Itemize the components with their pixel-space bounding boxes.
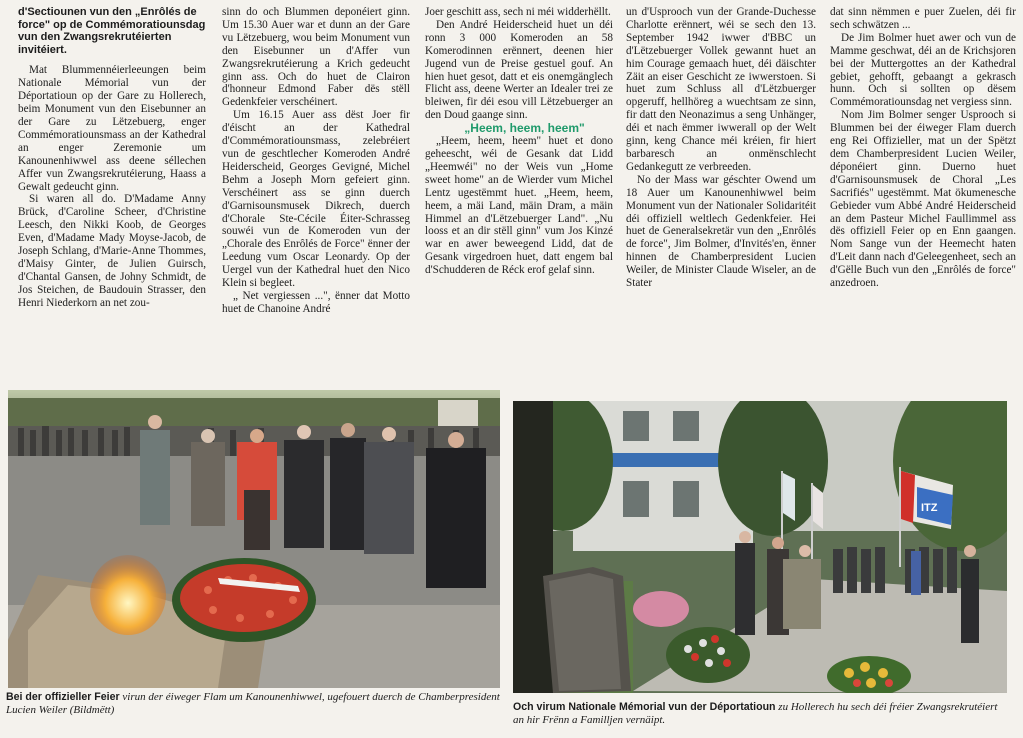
paragraph: un d'Usprooch vun der Grande-Duchesse Charlotte erënnert, wéi se sech den 13. September 1942 iwwer d'BBC un d'Lëtzebuerger Vollek gewannt huet an him Courage gemaach huet, déi däischter Zäit an eiser Geschicht ze iwwerstoen. Si huet zum Schluss all d'Lëtzbuerger opgeruff, hellhöreg a wuechtsam ze sinn, fir datt den Neonazimus a seng Unhänger, déi et nach ëmmer iwwerall op der Welt ginn, keng Chance méi kréien, fir hiert barbaresch an onmënschlecht Gedankegutt ze verbreeden.	[626, 6, 816, 173]
caption-text: zu Hollerech hu sech déi fréier Zwangsrekrutéiert an hir Frënn a Familljen vernäipt.	[513, 701, 998, 726]
photo-memorial-hollerich	[513, 401, 1007, 693]
photo-illustration	[513, 401, 1007, 693]
caption-lead: Bei der offizieller Feier	[6, 691, 120, 703]
photo-caption-right	[513, 701, 1009, 726]
article-column-5	[830, 6, 1016, 290]
flag-text: ITZ	[921, 502, 938, 514]
caption-lead: Och virum Nationale Mémorial vun der Déportatioun	[513, 701, 776, 713]
paragraph: No der Mass war géschter Owend um 18 Auer um Kanounenhiwwel beim Monument vun der Nationaler Solidaritéit déi offiziell weltlech Gedenkfeier. Hei huet de Generalsekretär vun den „Enrôlés de force", Jim Bolmer, d'Invités'en, ënner hinnen de Chamberpresident Lucien Weiler, de Minister Claude Wiseler, an de Stater	[626, 173, 816, 290]
section-subheading: „Heem, heem, heem"	[464, 121, 585, 136]
article-column-4	[626, 6, 816, 290]
paragraph: De Jim Bolmer huet awer och vun de Mamme geschwat, déi an de Krichsjoren bei der Muttergottes an der Kathedral gebiet, gehofft, gebaangt a gekrasch hunn. Och si sollten op dësem Commémoratiounsdag net vergiess sinn.	[830, 31, 1016, 109]
photo-ceremony-eternal-flame	[8, 390, 500, 688]
paragraph: Um 16.15 Auer ass dëst Joer fir d'éischt an der Kathedral d'Commémoratiounsmass, zelebréiert vun de geschtlecher Komeroden André Heiderscheid, Georges Gevigné, Michel Behm a Joseph Morn gefeiert ginn. Verschéinert ass se ginn duerch d'Garnisounsmusek Dikrech, duerch d'Chorale Ste-Cécile Éiter-Schrasseg souwéi vun de Komeroden vun der „Chorale des Enrôlés de Force" ënner der Leedung vum Oscar Leonardy. Op der Uergel vun der Kathedral huet den Nico Klein si begleet.	[222, 109, 410, 290]
paragraph: sinn do och Blummen deponéiert ginn. Um 15.30 Auer war et dunn an der Gare vu Lëtzebuerg, wou beim Monument vun den Eisebunner un d'Affer vun Zwangsrekrutéierung a Krich gedeucht ginn ass. Och do huet de Clairon d'honneur Edmond Faber dës stëll Gedenkfeier verschéinert.	[222, 6, 410, 109]
caption-text: virun der éiweger Flam um Kanounenhiwwel, ugefouert duerch de Chamberpresident Lucien Weiler (Bildmëtt)	[6, 691, 500, 716]
article-column-3	[425, 6, 613, 277]
paragraph: „Heem, heem, heem" huet et dono geheescht, wéi de Gesank dat Lidd „Heemwéi" no der Weis vun „Home sweet home" an de Wierder vum Michel Lentz ugestëmmt huet. „Heem, heem, heem, a mäi Land, mäin Dram, a mäin Himmel an d'Lëtzebuerger Land". „Nu looss et an dir stëll ginn" vum Jos Kinzé war en awer beweegend Lidd, dat de Gesank virgedroen huet, datt engem bal d'Schudderen de Réck erof gelaf sinn.	[425, 135, 613, 277]
paragraph: „ Net vergiessen ...", ënner dat Motto huet de Chanoine André	[222, 289, 410, 315]
paragraph: Mat Blummennéierleeungen beim Nationale Mémorial vun der Déportatioun op der Gare zu Hollerech, beim Monument vun den Eisebunner an der Gare zu Lëtzebuerg, enger Commémoratiounsmass an der Kathedral an enger Zeremonie um Kanounenhiwwel ass deene séllechen Affer vun Zwangsrekrutéierung, Haass a Gewalt gedeucht ginn.	[18, 64, 206, 193]
paragraph: Joer geschitt ass, sech ni méi widderhëllt.	[425, 6, 611, 18]
lead-paragraph: d'Sectiounen vun den „Enrôlés de force" op de Commémoratiounsdag vun den Zwangsrekrutéierten invitéiert.	[18, 6, 206, 56]
photo-illustration	[8, 390, 500, 688]
photo-caption-left	[6, 691, 502, 716]
paragraph: dat sinn nëmmen e puer Zuelen, déi fir sech schwätzen ...	[830, 6, 1016, 31]
article-column-2	[222, 6, 410, 316]
paragraph: Nom Jim Bolmer senger Usprooch si Blummen bei der éiweger Flam duerch eng Rei Offizieller, mat un der Spëtzt dem Chamberpresident Lucien Weiler, déponéiert ginn. Duerno huet d'Garnisounsmusek de Choral „Les Sacrifiés" ugestëmmt. Mat ökumenesche Gebieder vum Abbé André Heiderscheid an dem Pasteur Michel Faullimmel ass dës offiziell Feier op en Enn gaangen. Nom Sange vun der Heemecht haten d'Leit dann nach d'Geleegenheet, sech an d'Gëlle Buch vun den „Enrôlés de force" anzedroen.	[830, 109, 1016, 290]
article-column-1	[18, 6, 206, 310]
paragraph: Si waren all do. D'Madame Anny Brück, d'Caroline Scheer, d'Christine Leesch, den Nikki Koob, de Georges Even, d'Madame Mady Moyse-Jacob, de Joseph Schlang, d'Marie-Anne Thommes, d'Maisy Ginter, de Julien Guirsch, d'Chantal Gansen, de Johny Schmidt, de Jos Steichen, de Baudouin Strasser, den Henri Niederkorn an net zou-	[18, 193, 206, 309]
paragraph: Den André Heiderscheid huet un déi ronn 3 000 Komeroden an 58 Komerodinnen erënnert, deenen hier Jugend vun de Preise gestuel gouf. An hien huet gesot, datt et eis onemgänglech Flicht ass, deene Werter an Idealer trei ze bleiwen, fir déi esou vill Lëtzebuerger an den Doud gaange sinn.	[425, 18, 613, 122]
